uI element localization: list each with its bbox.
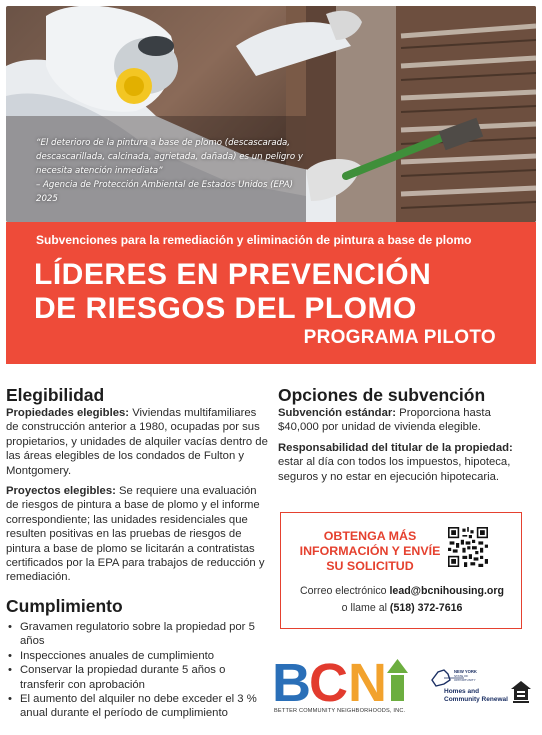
hcr-text <box>444 688 508 703</box>
hcr-line2: Community Renewal <box>444 695 508 703</box>
eligible-projects-label: Proyectos elegibles: <box>6 485 116 498</box>
qr-code-icon[interactable] <box>448 527 488 567</box>
banner-title <box>34 258 431 326</box>
eligibility-heading: Elegibilidad <box>6 385 105 405</box>
eligible-properties <box>6 406 268 478</box>
email-line <box>281 585 523 597</box>
right-column <box>278 384 528 484</box>
phone-prefix: o llame al <box>341 602 390 614</box>
grant-options-heading: Opciones de subvención <box>278 385 486 405</box>
nys-hcr-logo <box>430 666 510 712</box>
quote-text: “El deterioro de la pintura a base de plomo (descascarada, descascarillada, calcinada, agrietada, dañada) es un peligro y necesita atención inmediata” <box>36 138 303 176</box>
bcni-logo <box>272 653 420 719</box>
eligible-properties-text: Viviendas multifamiliares de construcción anterior a 1980, ocupadas por sus propietarios, y unidades de alquiler vacías dentro de las áreas elegibles de los condados de Fulton y Montgomery. <box>6 407 268 477</box>
owner-responsibility <box>278 441 528 484</box>
phone-line <box>281 602 523 614</box>
standard-grant-text: Proporciona hasta $40,000 por unidad de vivienda elegible. <box>278 407 491 434</box>
email-prefix: Correo electrónico <box>299 585 390 597</box>
eligible-projects-text: Se requiere una evaluación de riesgos de pintura a base de plomo y el informe correspondiente; las unidades residenciales que resulten positivas en las pruebas de riesgos de pintura a base de plomo se licitarán a contratistas certificados por la EPA para trabajos de reducción y remediación. <box>6 485 265 584</box>
eligible-projects <box>6 484 268 585</box>
list-item: • Gravamen regulatorio sobre la propiedad por 5 años <box>6 620 268 649</box>
contact-box <box>280 512 522 629</box>
owner-responsibility-text: estar al día con todos los impuestos, hipoteca, seguros y no estar en ejecución hipotecaria. <box>278 456 511 483</box>
title-banner <box>6 222 536 364</box>
equal-housing-icon <box>510 680 532 704</box>
banner-title-line1: LÍDERES EN PREVENCIÓN <box>34 258 432 291</box>
svg-text:OPPORTUNITY: OPPORTUNITY <box>454 678 476 682</box>
bcni-tagline: BETTER COMMUNITY NEIGHBORHOODS, INC. <box>274 708 406 714</box>
nys-map-icon <box>430 666 510 690</box>
program-label: PROGRAMA PILOTO <box>303 327 496 348</box>
standard-grant <box>278 406 528 435</box>
eligible-properties-label: Propiedades elegibles: <box>6 407 130 419</box>
quote-source: – Agencia de Protección Ambiental de Estados Unidos (EPA) 2025 <box>36 180 293 204</box>
phone-link[interactable]: (518) 372-7616 <box>389 602 463 614</box>
list-item: • El aumento del alquiler no debe exceder el 3 % anual durante el período de cumplimiento <box>6 692 268 721</box>
banner-subtitle: Subvenciones para la remediación y eliminación de pintura a base de plomo <box>36 233 472 247</box>
bcni-letter: C <box>309 653 348 705</box>
hero-photo <box>6 6 536 222</box>
svg-text:STATE OF: STATE OF <box>454 674 469 678</box>
standard-grant-label: Subvención estándar: <box>278 407 397 419</box>
compliance-list <box>6 620 268 721</box>
bcni-letters-icon <box>272 653 420 705</box>
list-item: • Inspecciones anuales de cumplimiento <box>6 649 268 663</box>
cta-text: OBTENGA MÁS INFORMACIÓN Y ENVÍE SU SOLICITUD <box>299 529 441 573</box>
banner-title-line2: DE RIESGOS DEL PLOMO <box>34 292 417 325</box>
bcni-letter: N <box>348 653 387 705</box>
hero-quote <box>36 136 306 206</box>
owner-responsibility-label: Responsabilidad del titular de la propiedad: <box>278 441 513 454</box>
email-link[interactable]: lead@bcnihousing.org <box>389 585 504 597</box>
nys-small-text: NEW YORK <box>454 669 477 674</box>
hcr-line1: Homes and <box>444 688 480 695</box>
bcni-letter: B <box>272 653 311 705</box>
left-column <box>6 384 268 721</box>
list-item: • Conservar la propiedad durante 5 años o transferir con aprobación <box>6 663 268 692</box>
compliance-heading: Cumplimiento <box>6 595 123 616</box>
